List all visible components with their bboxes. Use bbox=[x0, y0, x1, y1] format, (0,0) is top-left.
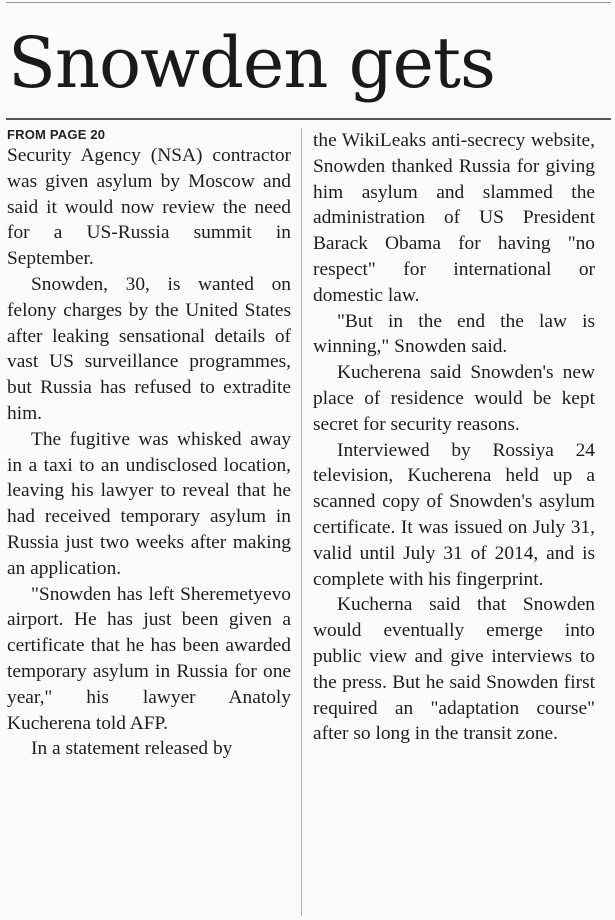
paragraph: The fugitive was whisked away in a taxi to an undisclosed location, leaving his lawyer to reveal that he had received temporary asylum in Russia just two weeks after making an application. bbox=[7, 428, 291, 579]
column-divider bbox=[301, 128, 302, 916]
article-column-right bbox=[313, 128, 595, 918]
paragraph: Kucherna said that Snowden would eventually emerge into public view and give interviews to the press. But he said Snowden first required an "adaptation course" after so long in the transit zone. bbox=[313, 594, 595, 745]
paragraph: Interviewed by Rossiya 24 television, Kucherena held up a scanned copy of Snowden's asylum certificate. It was issued on July 31, valid until July 31 of 2014, and is complete with his fingerprint. bbox=[313, 439, 595, 590]
top-rule bbox=[6, 2, 611, 3]
headline: Snowden gets bbox=[8, 22, 495, 104]
paragraph: Kucherena said Snowden's new place of residence would be kept secret for security reasons. bbox=[313, 362, 595, 435]
continued-from-kicker: FROM PAGE 20 bbox=[7, 127, 106, 142]
paragraph: "Snowden has left Sheremetyevo airport. He has just been given a certificate that he has been awarded temporary asylum in Russia for one year," his lawyer Anatoly Kucherena told AFP. bbox=[7, 583, 291, 734]
article-column-left bbox=[7, 126, 291, 916]
paragraph: "But in the end the law is winning," Snowden said. bbox=[313, 310, 595, 358]
headline-rule bbox=[6, 118, 611, 120]
paragraph: Snowden, 30, is wanted on felony charges by the United States after leaking sensational details of vast US surveillance programmes, but Russia has refused to extradite him. bbox=[7, 273, 291, 424]
paragraph: In a statement released by bbox=[31, 738, 233, 760]
paragraph: Security Agency (NSA) contractor was given asylum by Moscow and said it would now review the need for a US-Russia summit in September. bbox=[7, 145, 291, 270]
paragraph: the WikiLeaks anti-secrecy website, Snowden thanked Russia for giving him asylum and slammed the administration of US President Barack Obama for having "no respect" for international or domestic law. bbox=[313, 130, 595, 306]
